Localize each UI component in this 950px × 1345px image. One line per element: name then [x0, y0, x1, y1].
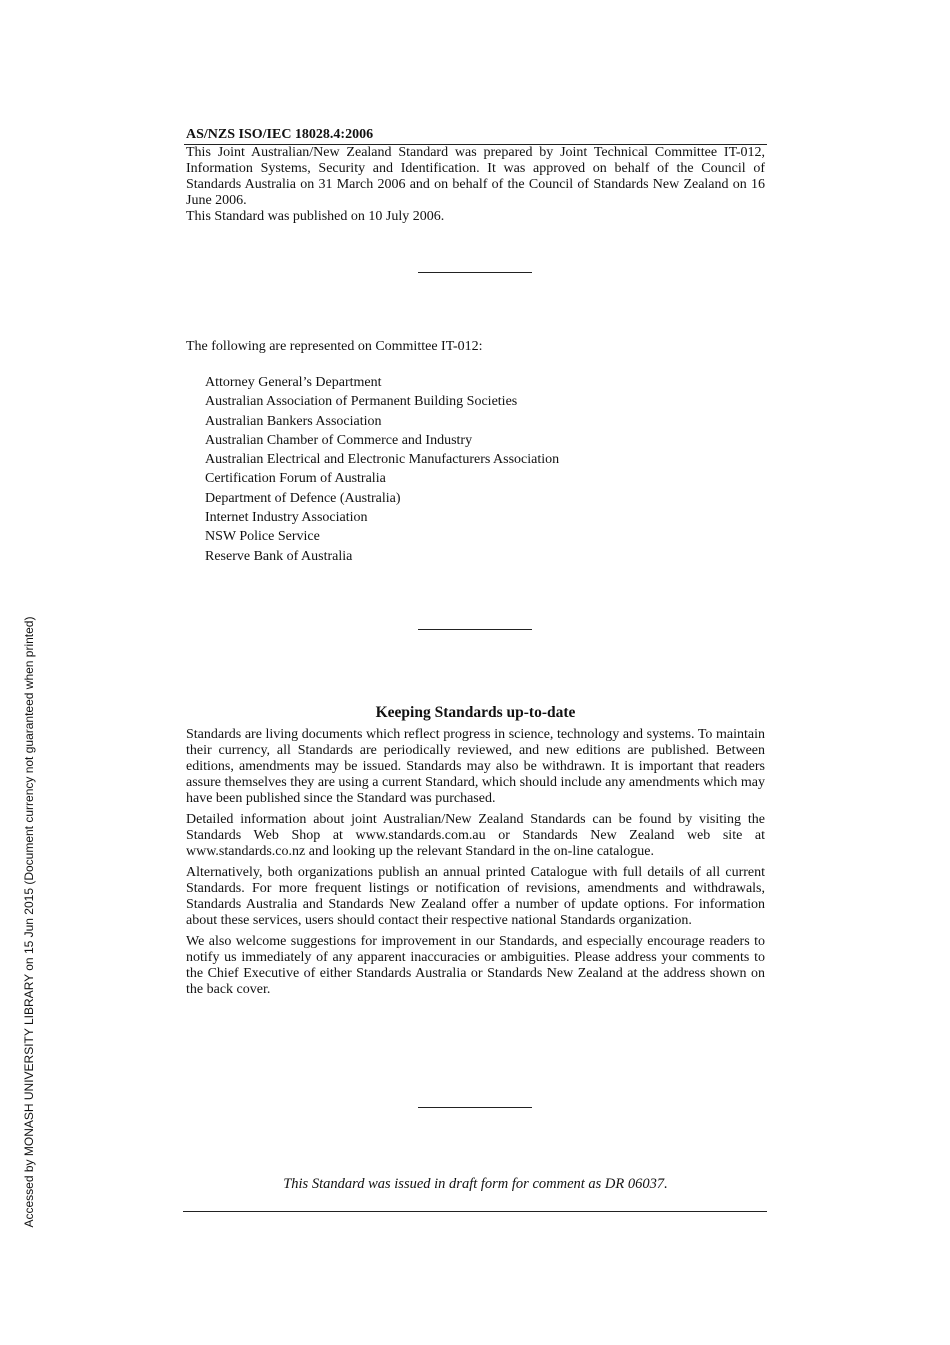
committee-lead: The following are represented on Committee IT-012:: [186, 339, 483, 354]
access-stamp: Accessed by MONASH UNIVERSITY LIBRARY on 15 Jun 2015 (Document currency not guaranteed when printed): [22, 616, 36, 1228]
draft-note: This Standard was issued in draft form for comment as DR 06037.: [283, 1176, 668, 1192]
section-divider: [418, 1107, 532, 1108]
committee-member: Australian Association of Permanent Building Societies: [205, 394, 518, 410]
committee-member: Certification Forum of Australia: [205, 471, 386, 487]
body-paragraph: Alternatively, both organizations publish an annual printed Catalogue with full details of all current Standards. For more frequent listings or notification of revisions, amendments and withdrawals, Standards Australia and Standards New Zealand offer a number of update options. For information about these services, users should contact their respective national Standards organization.: [186, 865, 765, 928]
approval-paragraph: This Joint Australian/New Zealand Standard was prepared by Joint Technical Committee IT-012, Information Systems, Security and Identification. It was approved on behalf of the Council of Standards Australia on 31 March 2006 and on behalf of the Council of Standards New Zealand on 16 June 2006.: [186, 145, 765, 208]
keeping-standards-body: [186, 727, 765, 1003]
section-divider: [418, 629, 532, 630]
committee-member: Internet Industry Association: [205, 510, 368, 526]
body-paragraph: We also welcome suggestions for improvement in our Standards, and especially encourage readers to notify us immediately of any apparent inaccuracies or ambiguities. Please address your comments to the Chief Executive of either Standards Australia or Standards New Zealand at the address shown on the back cover.: [186, 934, 765, 997]
body-paragraph: Standards are living documents which reflect progress in science, technology and systems. To maintain their currency, all Standards are periodically reviewed, and new editions are published. Between editions, amendments may be issued. Standards may also be withdrawn. It is important that readers assure themselves they are using a current Standard, which should include any amendments which may have been published since the Standard was purchased.: [186, 727, 765, 806]
committee-member: Australian Chamber of Commerce and Industry: [205, 432, 473, 448]
publication-date: This Standard was published on 10 July 2006.: [186, 209, 445, 224]
approval-block: [186, 145, 765, 225]
committee-member: Department of Defence (Australia): [205, 490, 401, 506]
committee-member-list: [205, 373, 559, 566]
section-divider: [418, 272, 532, 273]
footer-rule: [183, 1211, 767, 1212]
committee-member: Australian Electrical and Electronic Manufacturers Association: [205, 452, 560, 468]
section-heading: Keeping Standards up-to-date: [375, 704, 576, 721]
committee-member: NSW Police Service: [205, 529, 320, 545]
committee-member: Attorney General’s Department: [205, 375, 382, 390]
standard-identifier: AS/NZS ISO/IEC 18028.4:2006: [186, 127, 374, 142]
committee-member: Australian Bankers Association: [205, 413, 382, 429]
body-paragraph: Detailed information about joint Australian/New Zealand Standards can be found by visiting the Standards Web Shop at www.standards.com.au or Standards New Zealand web site at www.standards.co.nz and looking up the relevant Standard in the on-line catalogue.: [186, 812, 765, 859]
committee-member: Reserve Bank of Australia: [205, 548, 353, 564]
